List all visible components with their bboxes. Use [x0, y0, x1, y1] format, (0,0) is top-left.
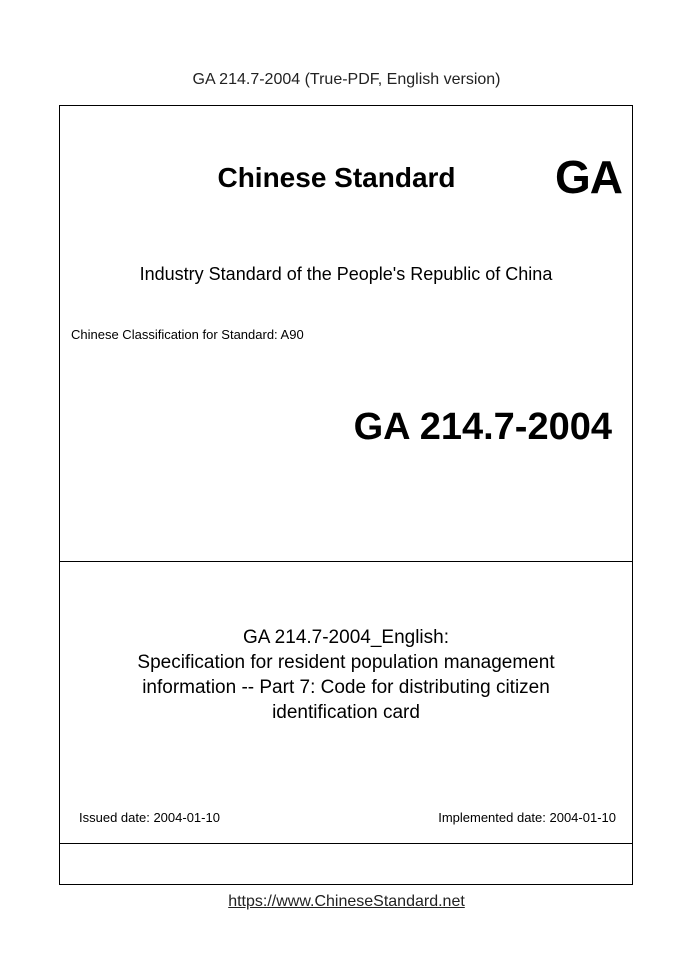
document-title-line-2: Specification for resident population management [137, 652, 555, 673]
standard-title: Chinese Standard [217, 162, 456, 193]
industry-standard-line: Industry Standard of the People's Republic of China [139, 264, 553, 284]
footer [0, 893, 693, 911]
cover-middle-panel [60, 562, 632, 844]
cover-bottom-panel [60, 844, 632, 884]
document-title [80, 625, 612, 725]
standard-code: GA [555, 151, 622, 203]
cover-frame [59, 105, 633, 885]
implemented-date: Implemented date: 2004-01-10 [438, 810, 616, 825]
document-title-line-1: GA 214.7-2004_English: [243, 627, 449, 648]
page-header-title: GA 214.7-2004 (True-PDF, English version) [192, 71, 501, 88]
document-number: GA 214.7-2004 [353, 406, 612, 448]
footer-website-link[interactable]: https://www.ChineseStandard.net [228, 893, 465, 910]
document-title-line-4: identification card [272, 702, 420, 723]
issued-date: Issued date: 2004-01-10 [79, 810, 220, 825]
cover-top-panel [60, 106, 632, 562]
classification-line: Chinese Classification for Standard: A90 [71, 327, 304, 342]
document-title-line-3: information -- Part 7: Code for distributing citizen [142, 677, 550, 698]
